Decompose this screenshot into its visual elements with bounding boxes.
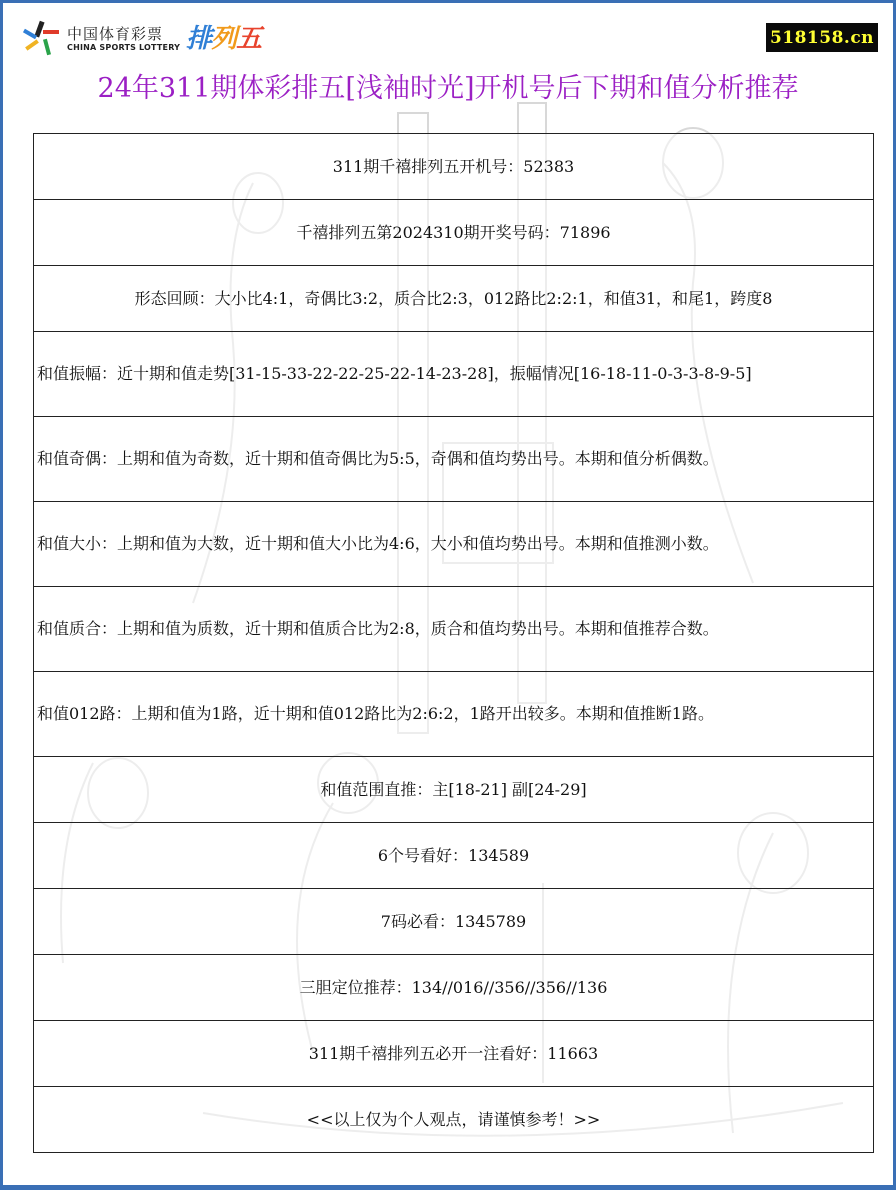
- table-cell: 和值质合：上期和值为质数，近十期和值质合比为2:8，质合和值均势出号。本期和值推荐合数。: [34, 587, 874, 672]
- table-row: [34, 823, 874, 889]
- table-cell: 和值奇偶：上期和值为奇数，近十期和值奇偶比为5:5，奇偶和值均势出号。本期和值分析偶数。: [34, 417, 874, 502]
- table-row: [34, 266, 874, 332]
- table-cell: 形态回顾：大小比4:1，奇偶比3:2，质合比2:3，012路比2:2:1，和值31，和尾1，跨度8: [34, 266, 874, 332]
- table-cell: 7码必看：1345789: [34, 889, 874, 955]
- page-title: 24年311期体彩排五[浅袖时光]开机号后下期和值分析推荐: [97, 73, 799, 104]
- table-cell: 三胆定位推荐：134//016//356//356//136: [34, 955, 874, 1021]
- table-row: [34, 502, 874, 587]
- logo-chinese-text: 中国体育彩票: [67, 25, 164, 43]
- table-cell: 6个号看好：134589: [34, 823, 874, 889]
- header: [3, 3, 893, 63]
- table-row: [34, 417, 874, 502]
- table-row: [34, 587, 874, 672]
- table-row: [34, 672, 874, 757]
- table-cell: 和值范围直推：主[18-21] 副[24-29]: [34, 757, 874, 823]
- table-row: [34, 1021, 874, 1087]
- site-domain-badge[interactable]: 518158.cn: [766, 23, 878, 52]
- logo-brand-pailiewu: 排列五: [186, 24, 262, 54]
- table-row: [34, 1087, 874, 1153]
- table-row: [34, 889, 874, 955]
- analysis-table: [33, 133, 874, 1153]
- table-row: [34, 332, 874, 417]
- table-cell: 311期千禧排列五必开一注看好：11663: [34, 1021, 874, 1087]
- site-logo[interactable]: [21, 19, 261, 59]
- logo-english-text: CHINA SPORTS LOTTERY: [67, 43, 181, 52]
- table-cell: 和值大小：上期和值为大数，近十期和值大小比为4:6，大小和值均势出号。本期和值推测小数。: [34, 502, 874, 587]
- china-sports-lottery-star-icon: [21, 19, 61, 59]
- table-row: [34, 757, 874, 823]
- table-row: [34, 955, 874, 1021]
- table-cell: 311期千禧排列五开机号：52383: [34, 134, 874, 200]
- table-cell: 和值012路：上期和值为1路，近十期和值012路比为2:6:2，1路开出较多。本期和值推断1路。: [34, 672, 874, 757]
- table-cell: 千禧排列五第2024310期开奖号码：71896: [34, 200, 874, 266]
- table-row: [34, 134, 874, 200]
- table-cell: <<以上仅为个人观点，请谨慎参考！>>: [34, 1087, 874, 1153]
- table-row: [34, 200, 874, 266]
- table-cell: 和值振幅：近十期和值走势[31-15-33-22-22-25-22-14-23-28]，振幅情况[16-18-11-0-3-3-8-9-5]: [34, 332, 874, 417]
